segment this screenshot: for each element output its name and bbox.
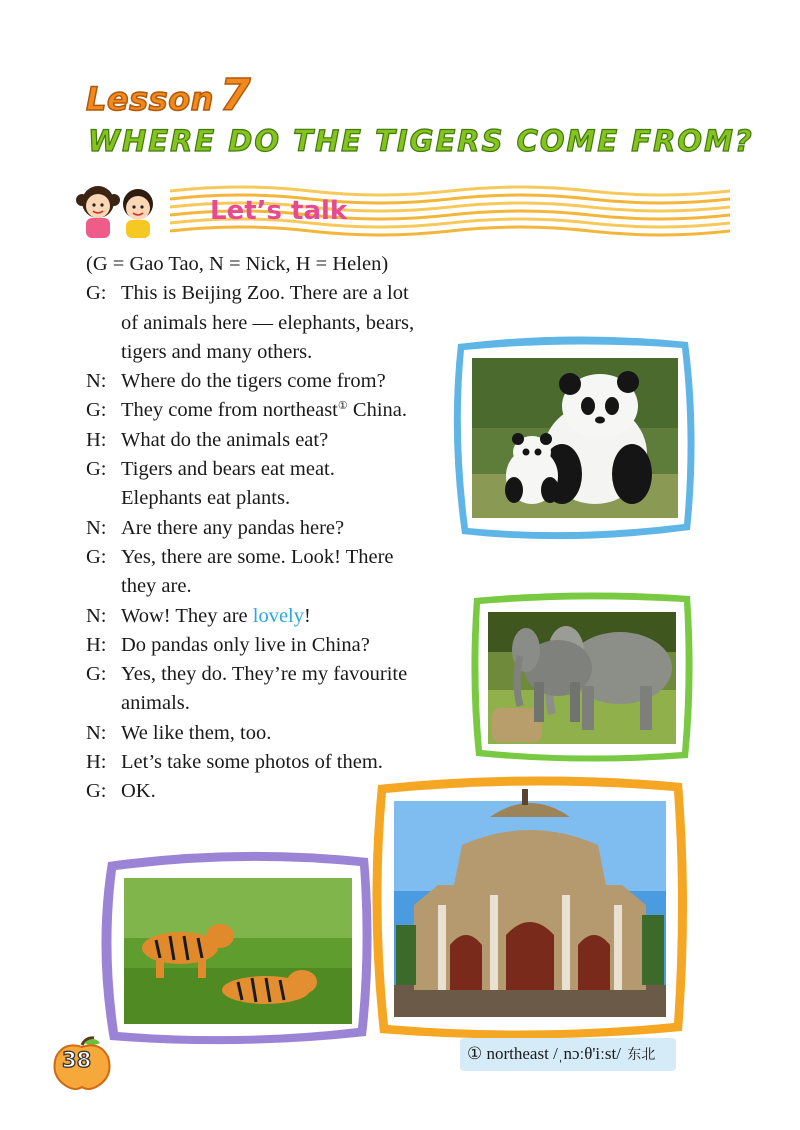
page-number: 38 [62, 1048, 92, 1072]
children-icon [70, 178, 180, 240]
panda-photo [450, 334, 700, 544]
dialogue-line: H: What do the animals eat? [86, 428, 329, 451]
footnote-phonetic: /ˌnɔːθ'iːst/ [553, 1044, 621, 1063]
dialogue-line: N: Wow! They are lovely! [86, 604, 311, 627]
dialogue-line: tigers and many others. [121, 340, 313, 363]
dialogue-line: N: Where do the tigers come from? [86, 370, 386, 393]
footnote [467, 1044, 655, 1064]
dialogue-line: animals. [121, 692, 190, 715]
zoo-gate-photo [370, 775, 690, 1040]
dialogue-line: H: Do pandas only live in China? [86, 633, 370, 656]
footnote-mark: ① [337, 400, 348, 413]
dialogue-line: they are. [121, 575, 192, 598]
dialogue-line: G: Yes, there are some. Look! There [86, 545, 394, 568]
lesson-title [86, 70, 251, 121]
lesson-word: Lesson [86, 80, 214, 118]
dialogue-line: G: Yes, they do. They’re my favourite [86, 663, 408, 686]
elephant-photo [470, 590, 695, 765]
lesson-subtitle: WHERE DO THE TIGERS COME FROM? [88, 124, 754, 158]
dialogue [86, 250, 466, 807]
dialogue-line: G: OK. [86, 780, 156, 803]
tiger-photo [98, 848, 376, 1048]
lesson-number: 7 [219, 70, 252, 121]
dialogue-line: G: They come from northeast① China. [86, 399, 407, 422]
footnote-word: northeast [486, 1044, 549, 1063]
dialogue-line: Elephants eat plants. [121, 487, 291, 510]
dialogue-line: N: We like them, too. [86, 721, 272, 744]
lets-talk-label: Let’s talk [210, 196, 348, 226]
dialogue-line: N: Are there any pandas here? [86, 516, 345, 539]
dialogue-line: G: This is Beijing Zoo. There are a lot [86, 282, 409, 305]
footnote-mark: ① [467, 1044, 483, 1063]
footnote-chinese: 东北 [627, 1047, 656, 1063]
dialogue-intro: (G = Gao Tao, N = Nick, H = Helen) [86, 253, 389, 275]
dialogue-line: G: Tigers and bears eat meat. [86, 458, 335, 481]
dialogue-line: of animals here — elephants, bears, [121, 311, 415, 334]
highlighted-word: lovely [252, 604, 304, 627]
dialogue-line: H: Let’s take some photos of them. [86, 751, 383, 774]
